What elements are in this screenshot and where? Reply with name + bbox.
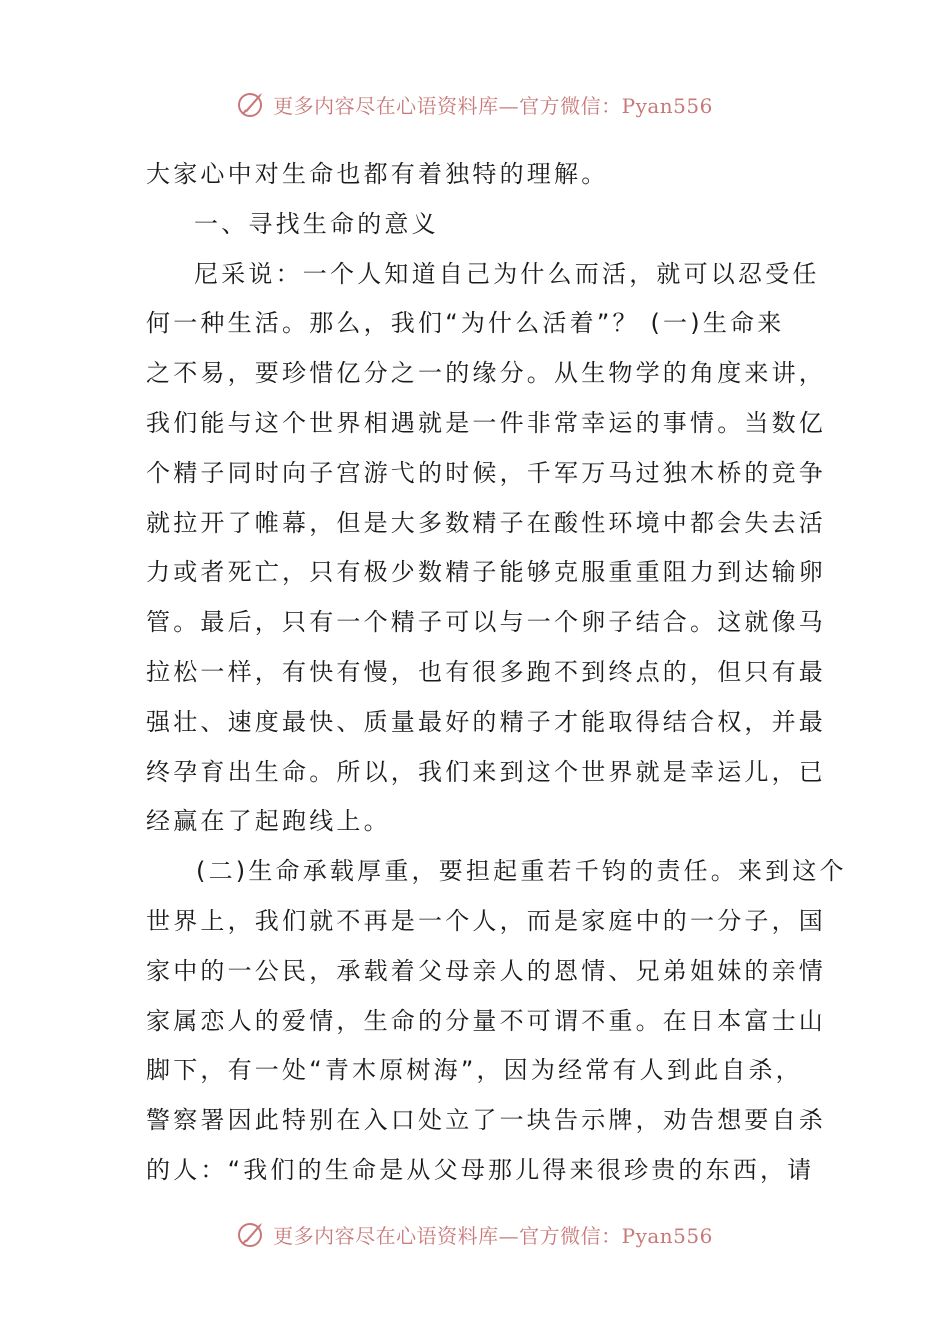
- text-line: 大家心中对生命也都有着独特的理解。: [146, 160, 609, 188]
- text-line: 我们能与这个世界相遇就是一件非常幸运的事情。当数亿: [146, 408, 826, 437]
- text-line: (二)生命承载厚重，要担起重若千钧的责任。来到这个: [196, 857, 847, 886]
- text-line: 就拉开了帷幕，但是大多数精子在酸性环境中都会失去活: [146, 508, 826, 537]
- text-line: 管。最后，只有一个精子可以与一个卵子结合。这就像马: [146, 608, 826, 637]
- text-line: 之不易，要珍惜亿分之一的缘分。从生物学的角度来讲，: [146, 359, 826, 388]
- text-line: 世界上，我们就不再是一个人，而是家庭中的一分子，国: [146, 906, 826, 935]
- text-line: 经赢在了起跑线上。: [146, 807, 391, 836]
- text-line: 脚下，有一处“青木原树海”，因为经常有人到此自杀，: [146, 1056, 803, 1085]
- section-heading: 一、寻找生命的意义: [194, 209, 439, 238]
- document-body: [146, 150, 847, 1196]
- text-line: 拉松一样，有快有慢，也有很多跑不到终点的，但只有最: [146, 657, 826, 686]
- text-line: 终孕育出生命。所以，我们来到这个世界就是幸运儿，已: [146, 757, 826, 786]
- header-watermark: [0, 84, 950, 124]
- text-line: 强壮、速度最快、质量最好的精子才能取得结合权，并最: [146, 707, 826, 736]
- text-line: 家中的一公民，承载着父母亲人的恩情、兄弟姐妹的亲情: [146, 956, 826, 985]
- text-line: 家属恋人的爱情，生命的分量不可谓不重。在日本富士山: [146, 1006, 826, 1035]
- quill-circle-logo-icon: [237, 1219, 267, 1249]
- text-line: 警察署因此特别在入口处立了一块告示牌，劝告想要自杀: [146, 1106, 826, 1135]
- text-line: 力或者死亡，只有极少数精子能够克服重重阻力到达输卵: [146, 558, 826, 587]
- text-line: 尼采说：一个人知道自己为什么而活，就可以忍受任: [194, 259, 820, 288]
- text-line: 的人：“我们的生命是从父母那儿得来很珍贵的东西，请: [146, 1155, 815, 1184]
- header-watermark-text: 更多内容尽在心语资料库—官方微信：Pyan556: [273, 93, 713, 118]
- text-line: 个精子同时向子宫游弋的时候，千军万马过独木桥的竞争: [146, 458, 826, 487]
- footer-watermark-text: 更多内容尽在心语资料库—官方微信：Pyan556: [273, 1223, 713, 1248]
- footer-watermark: [0, 1214, 950, 1254]
- text-line: 何一种生活。那么，我们“为什么活着”？ (一)生命来: [146, 309, 785, 338]
- quill-circle-logo-icon: [237, 89, 267, 119]
